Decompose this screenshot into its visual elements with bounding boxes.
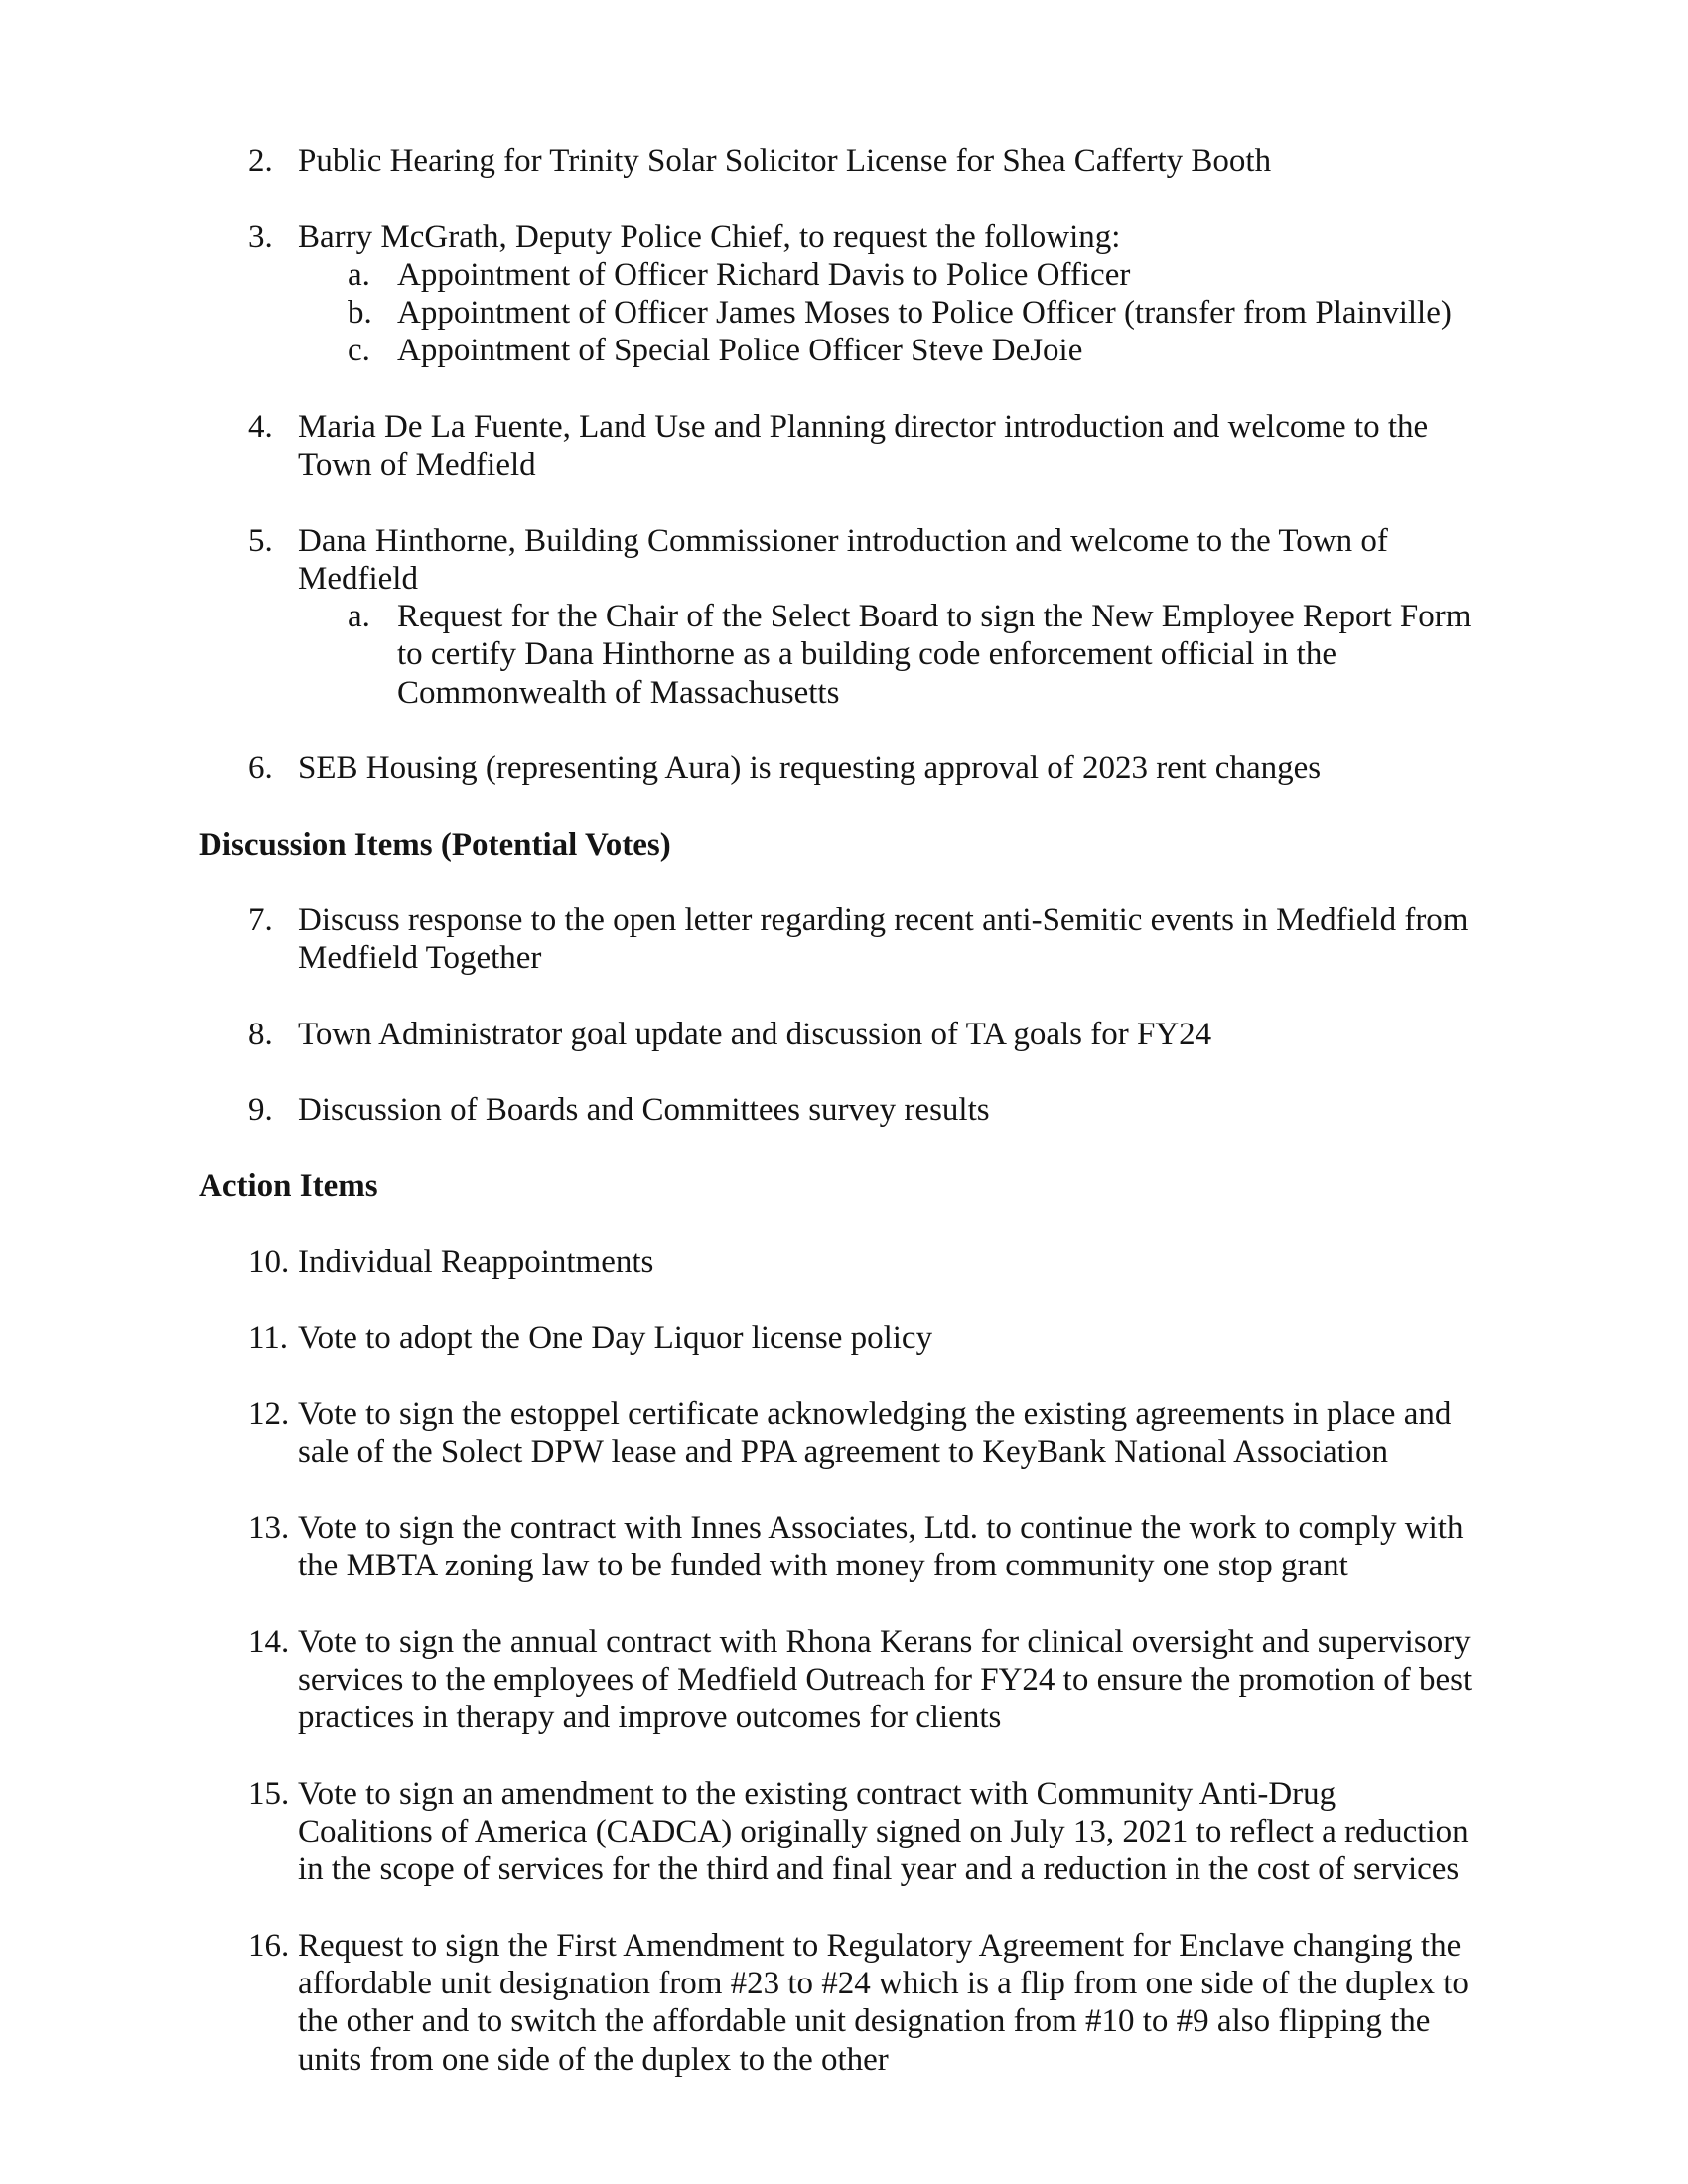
item-text: Medfield Together bbox=[298, 940, 542, 977]
item-text: Request to sign the First Amendment to Regulatory Agreement for Enclave changing the bbox=[298, 1927, 1462, 1964]
item-text: units from one side of the duplex to the other bbox=[298, 2041, 889, 2078]
item-text: Dana Hinthorne, Building Commissioner introduction and welcome to the Town of bbox=[298, 522, 1388, 559]
agenda-item-8 bbox=[0, 1016, 1688, 1053]
item-text: practices in therapy and improve outcomes for clients bbox=[298, 1700, 1002, 1736]
subitem-letter: a. bbox=[348, 256, 370, 293]
agenda-item-13 bbox=[0, 1509, 1688, 1585]
agenda-item-12 bbox=[0, 1395, 1688, 1471]
item-text: Coalitions of America (CADCA) originally signed on July 13, 2021 to reflect a reduction bbox=[298, 1814, 1469, 1849]
item-text: Vote to sign the annual contract with Rhona Kerans for clinical oversight and supervisory bbox=[298, 1623, 1471, 1660]
item-number: 11. bbox=[248, 1319, 289, 1356]
agenda-item-5 bbox=[0, 522, 1688, 712]
agenda-item-10 bbox=[0, 1243, 1688, 1281]
item-text: Vote to sign the contract with Innes Associates, Ltd. to continue the work to comply with bbox=[298, 1510, 1464, 1546]
item-text: SEB Housing (representing Aura) is requesting approval of 2023 rent changes bbox=[298, 751, 1322, 786]
item-text: Barry McGrath, Deputy Police Chief, to request the following: bbox=[298, 218, 1121, 255]
item-text: in the scope of services for the third and final year and a reduction in the cost of services bbox=[298, 1851, 1460, 1888]
item-text: services to the employees of Medfield Outreach for FY24 to ensure the promotion of best bbox=[298, 1662, 1473, 1698]
item-text: Individual Reappointments bbox=[298, 1244, 654, 1281]
item-text: the other and to switch the affordable unit designation from #10 to #9 also flipping the bbox=[298, 2003, 1431, 2040]
subitem-text: to certify Dana Hinthorne as a building code enforcement official in the bbox=[397, 636, 1336, 673]
item-text: Maria De La Fuente, Land Use and Planning director introduction and welcome to the bbox=[298, 408, 1429, 445]
item-text: the MBTA zoning law to be funded with money from community one stop grant bbox=[298, 1548, 1348, 1584]
agenda-item-2 bbox=[0, 142, 1688, 180]
item-number: 9. bbox=[248, 1092, 273, 1129]
item-text: Public Hearing for Trinity Solar Solicitor License for Shea Cafferty Booth bbox=[298, 143, 1272, 179]
section-heading-discussion: Discussion Items (Potential Votes) bbox=[199, 826, 671, 863]
agenda-item-3 bbox=[0, 218, 1688, 370]
item-number: 5. bbox=[248, 522, 273, 559]
agenda-subitem-3b bbox=[0, 294, 1688, 332]
subitem-text: Appointment of Special Police Officer Steve DeJoie bbox=[397, 333, 1083, 369]
subitem-letter: b. bbox=[348, 295, 372, 331]
item-number: 13. bbox=[248, 1510, 290, 1546]
item-text: sale of the Solect DPW lease and PPA agreement to KeyBank National Association bbox=[298, 1433, 1388, 1470]
agenda-subitem-3a bbox=[0, 256, 1688, 294]
item-number: 15. bbox=[248, 1775, 290, 1812]
section-heading-action: Action Items bbox=[199, 1167, 378, 1204]
item-number: 2. bbox=[248, 143, 273, 179]
item-number: 3. bbox=[248, 218, 273, 255]
item-number: 16. bbox=[248, 1927, 290, 1964]
subitem-text: Appointment of Officer Richard Davis to Police Officer bbox=[397, 256, 1131, 293]
item-text: affordable unit designation from #23 to #24 which is a flip from one side of the duplex to bbox=[298, 1966, 1469, 2001]
subitem-text: Commonwealth of Massachusetts bbox=[397, 674, 840, 711]
item-number: 10. bbox=[248, 1244, 290, 1281]
item-number: 6. bbox=[248, 751, 273, 786]
agenda-subitem-5a bbox=[0, 598, 1688, 712]
item-number: 7. bbox=[248, 902, 273, 938]
agenda-item-16 bbox=[0, 1927, 1688, 2079]
discussion-items-section bbox=[0, 826, 1688, 1167]
agenda-content bbox=[0, 142, 1688, 2079]
agenda-item-14 bbox=[0, 1623, 1688, 1737]
agenda-item-4 bbox=[0, 408, 1688, 484]
item-text: Discussion of Boards and Committees survey results bbox=[298, 1092, 990, 1129]
item-number: 14. bbox=[248, 1623, 290, 1660]
agenda-item-15 bbox=[0, 1775, 1688, 1889]
item-text: Town of Medfield bbox=[298, 447, 536, 482]
item-number: 4. bbox=[248, 408, 273, 445]
subitem-letter: c. bbox=[348, 333, 370, 369]
item-text: Vote to adopt the One Day Liquor license policy bbox=[298, 1319, 933, 1356]
agenda-item-6 bbox=[0, 750, 1688, 787]
item-number: 8. bbox=[248, 1016, 273, 1052]
agenda-item-9 bbox=[0, 1091, 1688, 1129]
action-items-section bbox=[0, 1167, 1688, 2079]
agenda-item-11 bbox=[0, 1319, 1688, 1357]
agenda-subitem-3c bbox=[0, 332, 1688, 369]
item-text: Discuss response to the open letter regarding recent anti-Semitic events in Medfield from bbox=[298, 902, 1469, 938]
item-text: Town Administrator goal update and discussion of TA goals for FY24 bbox=[298, 1016, 1212, 1052]
item-text: Medfield bbox=[298, 560, 418, 597]
subitem-letter: a. bbox=[348, 599, 370, 634]
item-text: Vote to sign an amendment to the existing contract with Community Anti-Drug bbox=[298, 1775, 1336, 1812]
subitem-text: Appointment of Officer James Moses to Police Officer (transfer from Plainville) bbox=[397, 295, 1452, 331]
agenda-item-7 bbox=[0, 901, 1688, 978]
subitem-text: Request for the Chair of the Select Board to sign the New Employee Report Form bbox=[397, 599, 1472, 634]
item-number: 12. bbox=[248, 1396, 290, 1433]
item-text: Vote to sign the estoppel certificate acknowledging the existing agreements in place and bbox=[298, 1396, 1452, 1433]
